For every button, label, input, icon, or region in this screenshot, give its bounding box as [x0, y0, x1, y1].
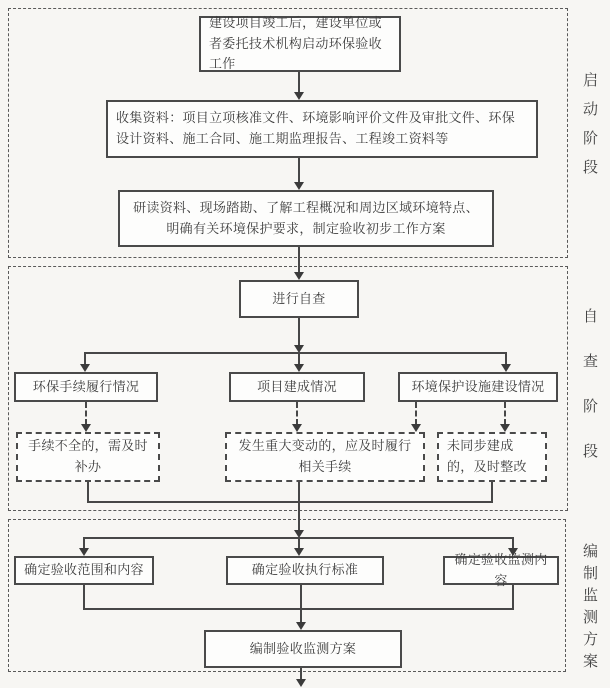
connector-collect-study — [298, 158, 300, 182]
connector-facility-majorchange — [415, 402, 417, 425]
connector-procedure-fix — [85, 402, 87, 425]
arrowhead-facility-notsynced — [500, 424, 510, 432]
connector-built-majorchange — [296, 402, 298, 425]
node-monitor-content: 确定验收监测内容 — [443, 556, 559, 585]
node-scope: 确定验收范围和内容 — [14, 556, 154, 585]
arrowhead-procedure-fix — [81, 424, 91, 432]
arrowhead-branch-built — [294, 364, 304, 372]
node-procedure-fix: 手续不全的，需及时补办 — [16, 432, 160, 482]
connector-merge-planbranch — [298, 482, 300, 530]
arrowhead-study-selfcheck — [294, 272, 304, 280]
merge-line-self-check — [87, 501, 493, 503]
node-monitor-plan: 编制验收监测方案 — [204, 630, 402, 668]
connector-facility-notsynced — [504, 402, 506, 425]
connector-fix-merge — [87, 482, 89, 503]
arrowhead-built-majorchange — [292, 424, 302, 432]
node-standard: 确定验收执行标准 — [226, 556, 384, 585]
connector-study-selfcheck — [298, 247, 300, 272]
branch-line-self-check — [85, 352, 506, 354]
connector-scope-merge — [83, 585, 85, 610]
label-self-check-phase: 自查阶段 — [581, 308, 598, 488]
connector-monitorplan-exit — [300, 668, 302, 679]
arrowhead-merge-monitorplan — [296, 622, 306, 630]
connector-branch-standard — [298, 537, 300, 548]
arrowhead-monitorplan-exit — [296, 679, 306, 687]
label-plan-phase: 编制监测方案 — [581, 543, 598, 675]
arrowhead-start-collect — [294, 92, 304, 100]
node-collect: 收集资料：项目立项核准文件、环境影响评价文件及审批文件、环保设计资料、施工合同、施工期监理报告、工程竣工资料等 — [106, 100, 538, 158]
connector-merge-monitorplan — [300, 585, 302, 622]
node-facility-status: 环境保护设施建设情况 — [398, 372, 558, 402]
node-not-synced: 未同步建成的，及时整改 — [437, 432, 547, 482]
connector-monitorcontent-merge — [512, 585, 514, 610]
node-self-check: 进行自查 — [239, 280, 359, 318]
node-major-change: 发生重大变动的，应及时履行相关手续 — [225, 432, 425, 482]
arrowhead-branch-facility — [501, 364, 511, 372]
arrowhead-branch-scope — [79, 548, 89, 556]
node-study: 研读资料、现场踏勘、了解工程概况和周边区域环境特点、明确有关环境保护要求，制定验收初步工作方案 — [118, 190, 494, 247]
label-startup-phase: 启动阶段 — [581, 72, 598, 188]
connector-start-collect — [298, 72, 300, 92]
node-procedure-status: 环保手续履行情况 — [14, 372, 158, 402]
connector-notsynced-merge — [491, 482, 493, 503]
merge-line-plan — [83, 608, 514, 610]
node-start: 建设项目竣工后，建设单位或者委托技术机构启动环保验收工作 — [199, 16, 401, 72]
connector-selfcheck-branch — [298, 318, 300, 345]
connector-branch-scope — [83, 537, 85, 548]
arrowhead-collect-study — [294, 182, 304, 190]
arrowhead-branch-procedure — [80, 364, 90, 372]
arrowhead-facility-majorchange — [411, 424, 421, 432]
node-built-status: 项目建成情况 — [229, 372, 365, 402]
arrowhead-branch-standard — [294, 548, 304, 556]
connector-branch-monitorcontent — [512, 537, 514, 548]
